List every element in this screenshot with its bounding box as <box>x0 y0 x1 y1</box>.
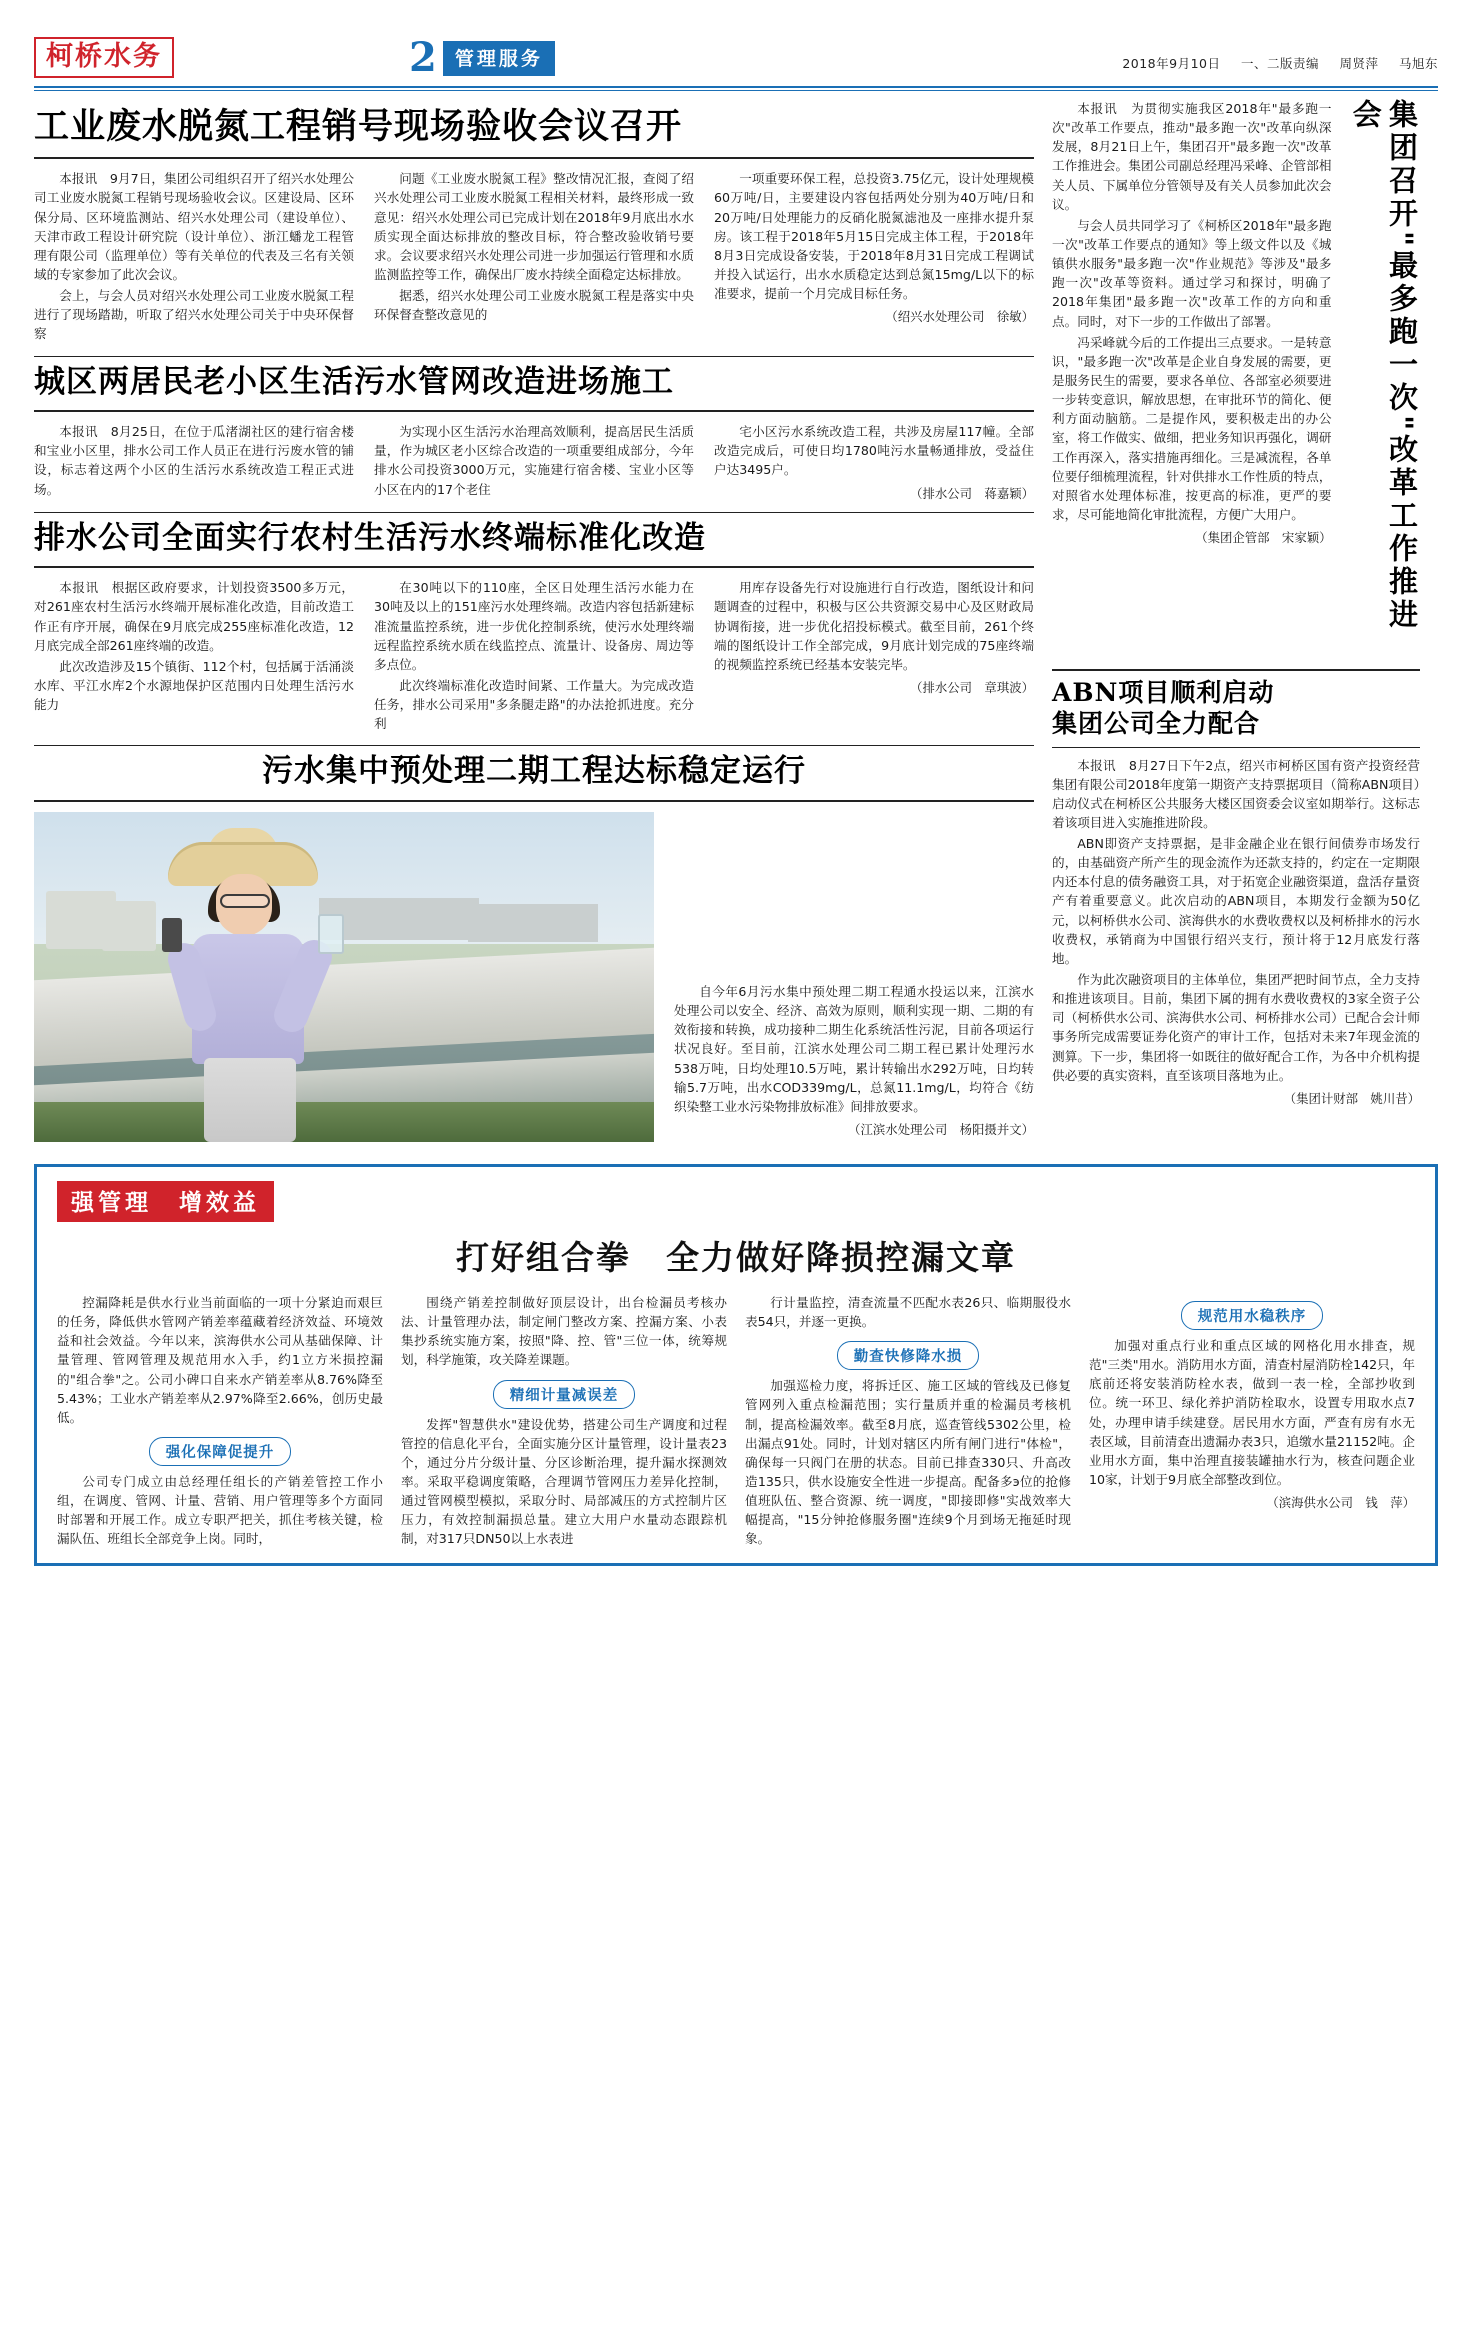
article-byline: （排水公司 章琪波） <box>910 679 1034 695</box>
article-body <box>34 578 1034 735</box>
paragraph: 在30吨以下的110座，全区日处理生活污水能力在30吨及以上的151座污水处理终端。改造内容包括新建标准流量监控系统，进一步优化控制系统，使污水处理终端远程监控系统水质在线监控点、流量计、设备房、周边等多点位。 <box>374 580 694 672</box>
feature-tag: 强管理 增效益 <box>57 1181 274 1222</box>
paragraph: 加强巡检力度，将拆迁区、施工区域的管线及已修复管网列入重点检漏范围；实行量质并重的检漏员考核机制，提高检漏效率。截至8月底，巡查管线5302公里，检出漏点91处。同时，计划对辖区内所有闸门进行"体检"，确保每一只阀门在册的状态。目前已排查330只、升高改造135只，供水设施安全性进一步提高。配备多э位的抢修值班队伍、整合资源、统一调度，"即接即修"实战效率大幅提高，"15分钟抢修服务圈"连续9个月到场无拖延时现象。 <box>745 1378 1071 1547</box>
section-rule <box>1052 669 1420 671</box>
article-title-line1: ABN项目顺利启动 <box>1052 678 1275 707</box>
paragraph: 发挥"智慧供水"建设优势，搭建公司生产调度和过程管控的信息化平台，全面实施分区计量管理，设计量表23个，通过分片分级计量、分区诊断治理，提升漏水探测效率。采取平稳调度策略，合理调节管网压力差异化控制，通过管网模型模拟，采取分时、局部减压的方式控制片区压力，有效控制漏损总量。建立大用户水量动态跟踪机制，对317只DN50以上水表进 <box>401 1416 727 1547</box>
article-byline: （绍兴水处理公司 徐敏） <box>885 309 1034 325</box>
paragraph: 会上，与会人员对绍兴水处理公司工业废水脱氮工程进行了现场踏勘，听取了绍兴水处理公司关于中央环保督察 <box>34 288 354 342</box>
paragraph: 作为此次融资项目的主体单位，集团严把时间节点，全力支持和推进该项目。目前，集团下属的拥有水费收费权的3家全资子公司（柯桥供水公司、滨海供水公司、柯桥排水公司）已配合会计师事务所完成需要证券化资产的审计工作，包括对未来7年现金流的测算。下一步，集团将一如既往的做好配合工作，为各中介机构提供必要的真实资料，直至该项目落地为止。 <box>1052 972 1420 1083</box>
article-title: 工业废水脱氮工程销号现场验收会议召开 <box>34 106 683 147</box>
article-title-line2: 集团公司全力配合 <box>1052 708 1261 738</box>
paragraph: 与会人员共同学习了《柯桥区2018年"最多跑一次"改革工作要点的通知》等上级文件以及《城镇供水服务"最多跑一次"作业规范》等涉及"最多跑一次"改革等资料。通过学习和探讨，明确了2018年集团"最多跑一次"改革工作的方向和重点。同时，对下一步的工作做出了部署。 <box>1052 217 1332 329</box>
article-phase2-stable-operation <box>34 745 1034 1142</box>
photo-beaker <box>318 914 344 954</box>
paragraph: 一项重要环保工程，总投资3.75亿元，设计处理规模60万吨/日，主要建设内容包括两处分别为40万吨/日和20万吨/日处理能力的反硝化脱氮滤池及一座排水提升泵房。该工程于2018年5月15日完成主体工程，于2018年8月3日完成设备安装，于2018年8月31日完成工程调试并投入试运行，出水水质稳定达到总氮15mg/L以下的标准要求，提前一个月完成目标任务。 <box>714 171 1034 302</box>
issue-date: 2018年9月10日 <box>1122 56 1221 71</box>
paragraph: 据悉，绍兴水处理公司工业废水脱氮工程是落实中央环保督查整改意见的 <box>374 288 694 323</box>
paragraph: 控漏降耗是供水行业当前面临的一项十分紧迫而艰巨的任务，降低供水管网产销差率蕴藏着经济效益、环境效益和社会效益。今年以来，滨海供水公司从基础保障、计量管理、管网管理及规范用水入手，约1立方米损控漏的"组合拳"之。公司小碑口自来水产销差率从8.76%降至5.43%；工业水产销差率从2.97%降至2.66%，创历史最低。 <box>57 1294 383 1425</box>
paragraph: 行计量监控，清查流量不匹配水表26只、临期服役水表54只，并逐一更换。 <box>745 1294 1071 1330</box>
masthead-rule-thin <box>34 90 1438 91</box>
feature-subheading: 规范用水稳秩序 <box>1181 1301 1324 1330</box>
photo-image <box>34 812 654 1142</box>
article-title: 城区两居民老小区生活污水管网改造进场施工 <box>34 363 674 400</box>
article-photo <box>34 812 654 1142</box>
title-rule <box>34 800 1034 802</box>
article-rural-sewage-terminal <box>34 512 1034 736</box>
title-rule <box>34 566 1034 568</box>
paragraph: 为实现小区生活污水治理高效顺利，提高居民生活质量，作为城区老小区综合改造的一项重要组成部分，今年排水公司投资3000万元，实施建行宿舍楼、宝业小区等小区在内的17个老住 <box>374 424 694 497</box>
title-rule <box>34 410 1034 412</box>
paragraph: 本报讯 根据区政府要求，计划投资3500多万元，对261座农村生活污水终端开展标准化改造，目前改造工作正有序开展，确保在9月底完成255座标准化改造，12月底完成全部261座终端的改造。 <box>34 580 354 653</box>
section-rule <box>34 745 1034 746</box>
paragraph: 用库存设备先行对设施进行自行改造，图纸设计和问题调查的过程中，积极与区公共资源交易中心及区财政局协调衔接，进一步优化招投标模式。截至目前，261个终端的图纸设计工作全部完成，9月底计划完成的75座终端的视频监控系统已经基本安装完毕。 <box>714 580 1034 672</box>
article-most-run-once-meeting <box>1052 99 1420 659</box>
editor-name-1: 周贤萍 <box>1339 56 1379 71</box>
feature-column-4 <box>1089 1293 1415 1551</box>
feature-subheading: 强化保障促提升 <box>149 1437 292 1466</box>
paragraph: 此次改造涉及15个镇街、112个村，包括属于活涌淡水库、平江水库2个水源地保护区范围内日处理生活污水能力 <box>34 658 354 713</box>
feature-column-2 <box>401 1293 727 1551</box>
article-title-vertical: 集团召开"最多跑一次"改革工作推进会 <box>1348 99 1419 633</box>
paragraph: 公司专门成立由总经理任组长的产销差管控工作小组，在调度、管网、计量、营销、用户管理等多个方面同时部署和开展工作。成立专职严把关，抓住考核关键，检漏队伍、班组长全部竞争上岗。同时， <box>57 1473 383 1547</box>
article-byline: （排水公司 蒋嘉颖） <box>910 485 1034 501</box>
masthead-rule <box>34 86 1438 88</box>
paragraph: 问题《工业废水脱氮工程》整改情况汇报，查阅了绍兴水处理公司工业废水脱氮工程相关材料，最终形成一致意见：绍兴水处理公司已完成计划在2018年9月底出水水质实现全面达标排放的整改目标，符合整改验收销号要求。会议要求绍兴水处理公司进一步加强运行管理和水质监测监控等工作，确保出厂废水持续全面稳定达标排放。 <box>374 171 694 282</box>
article-abn-project <box>1052 679 1420 1107</box>
article-byline: （集团企管部 宋家颖） <box>1195 530 1332 546</box>
feature-box <box>34 1164 1438 1566</box>
paragraph: 本报讯 9月7日，集团公司组织召开了绍兴水处理公司工业废水脱氮工程销号现场验收会议。区建设局、区环保分局、区环境监测站、绍兴水处理公司（建设单位）、天津市政工程设计研究院（设计单位）、浙江蟠龙工程管理有限公司（监理单位）等有关单位的代表及三名有关领域的专家参加了此次会议。 <box>34 171 354 282</box>
feature-body <box>57 1293 1415 1551</box>
page-number: 2 <box>409 34 437 81</box>
feature-byline: （滨海供水公司 钱 萍） <box>1266 1495 1415 1511</box>
article-old-community-sewer <box>34 356 1034 502</box>
section-rule <box>34 512 1034 513</box>
article-body <box>34 422 1034 501</box>
publication-logo <box>34 37 174 78</box>
logo-text: 柯桥水务 <box>46 41 162 72</box>
feature-subheading: 精细计量减误差 <box>493 1380 636 1409</box>
title-rule <box>34 157 1034 159</box>
feature-column-1 <box>57 1293 383 1551</box>
left-column-zone <box>34 99 1034 1152</box>
article-industrial-wastewater <box>34 107 1034 346</box>
photo-person <box>146 842 366 1142</box>
paragraph: 围绕产销差控制做好顶层设计，出台检漏员考核办法、计量管理办法，制定闸门整改方案、控漏方案、小表集抄系统实施方案，按照"降、控、管"三位一体，统筹规划，科学施策，攻关降差课题。 <box>401 1294 727 1368</box>
article-byline: （江滨水处理公司 杨阳摄并文） <box>848 1121 1034 1137</box>
editor-label: 一、二版责编 <box>1240 56 1319 71</box>
paragraph: 宅小区污水系统改造工程，共涉及房屋117幢。全部改造完成后，可使日均1780吨污水量畅通排放，受益住户达3495户。 <box>714 424 1034 478</box>
main-content <box>34 99 1438 1152</box>
photo-bottle <box>162 918 182 952</box>
article-byline: （集团计财部 姚川昔） <box>1283 1090 1420 1106</box>
paragraph: 此次终端标准化改造时间紧、工作量大。为完成改造任务，排水公司采用"多条腿走路"的办法抢抓进度。充分利 <box>374 677 694 732</box>
article-title: 污水集中预处理二期工程达标稳定运行 <box>262 753 806 790</box>
paragraph: 加强对重点行业和重点区域的网格化用水排查，规范"三类"用水。消防用水方面，清查村屋消防栓142只，年底前还将安装消防栓水表，做到一表一栓，全部抄收到位。统一环卫、绿化养护消防栓取水，设置专用取水点7处，办理申请手续建登。居民用水方面，严查有房有水无表区域，目前清查出遗漏办表3只，追缴水量21152吨。企业用水方面，集中治理直接装罐抽水行为，核查问题企业10家，计划于9月底全部整改到位。 <box>1089 1337 1415 1487</box>
article-body <box>34 812 1034 1142</box>
section-rule <box>34 356 1034 357</box>
photo-glasses <box>220 894 270 908</box>
photo-building <box>468 904 598 942</box>
article-title: 排水公司全面实行农村生活污水终端标准化改造 <box>34 519 706 556</box>
photo-pants <box>204 1058 296 1142</box>
paragraph: 本报讯 为贯彻实施我区2018年"最多跑一次"改革工作要点，推动"最多跑一次"改革向纵深发展，8月21日上午，集团召开"最多跑一次"改革工作推进会。集团公司副总经理冯采峰、企管部相关人员、下属单位分管领导及有关人员参加此次会议。 <box>1052 101 1332 212</box>
feature-column-3 <box>745 1293 1071 1551</box>
editor-name-2: 马旭东 <box>1398 56 1438 71</box>
masthead-meta <box>1106 54 1438 72</box>
right-column-zone <box>1052 99 1420 1152</box>
paragraph: 本报讯 8月25日，在位于瓜渚湖社区的建行宿舍楼和宝业小区里，排水公司工作人员正在进行污废水管的铺设，标志着这两个小区的生活污水系统改造工程正式进场。 <box>34 424 354 497</box>
masthead <box>34 18 1438 82</box>
section-tag: 管理服务 <box>443 41 555 76</box>
title-rule <box>1052 747 1420 748</box>
article-body <box>34 169 1034 345</box>
feature-title: 打好组合拳 全力做好降损控漏文章 <box>456 1237 1016 1277</box>
page-indicator <box>409 34 555 81</box>
paragraph: ABN即资产支持票据，是非金融企业在银行间债券市场发行的，由基础资产所产生的现金流作为还款支持的，约定在一定期限内还本付息的债务融资工具，对于拓宽企业融资渠道，盘活存量资产有着重要意义。此次启动的ABN项目，本期发行金额为50亿元，以柯桥供水公司、滨海供水的水费收费权以及柯桥排水的污水收费权，承销商为中国银行绍兴支行，预计将于12月底发行落地。 <box>1052 836 1420 966</box>
paragraph: 冯采峰就今后的工作提出三点要求。一是转意识，"最多跑一次"改革是企业自身发展的需要，更是服务民生的需要，要求各单位、各部室必须要进一步转变意识，解放思想，在审批环节的简化、便利方面动脑筋。二是提作风，要积极走出的办公室，将工作做实、做细，把业务知识再强化，调研工作再深入，落实措施再细化。三是减流程，各单位要仔细梳理流程，针对供排水工作性质的特点，对照省水处理体标准，按更高的标准，更严的要求，尽可能地简化审批流程，方便广大用户。 <box>1052 334 1332 522</box>
feature-subheading: 勤查快修降水损 <box>837 1341 980 1370</box>
paragraph: 自今年6月污水集中预处理二期工程通水投运以来，江滨水处理公司以安全、经济、高效为原则，顺利实现一期、二期的有效衔接和转换，成功接种二期生化系统活性污泥，目前各项运行状况良好。至目前，江滨水处理公司二期工程已累计处理污水538万吨，日均处理10.5万吨，累计转输出水292万吨，日均转输5.7万吨，出水COD339mg/L，总氮11.1mg/L，均符合《纺织染整工业水污染物排放标准》间排放要求。 <box>674 983 1034 1114</box>
paragraph: 本报讯 8月27日下午2点，绍兴市柯桥区国有资产投资经营集团有限公司2018年度第一期资产支持票据项目（简称ABN项目）启动仪式在柯桥区公共服务大楼区国资委会议室如期举行。这标志着该项目进入实施推进阶段。 <box>1052 757 1420 830</box>
